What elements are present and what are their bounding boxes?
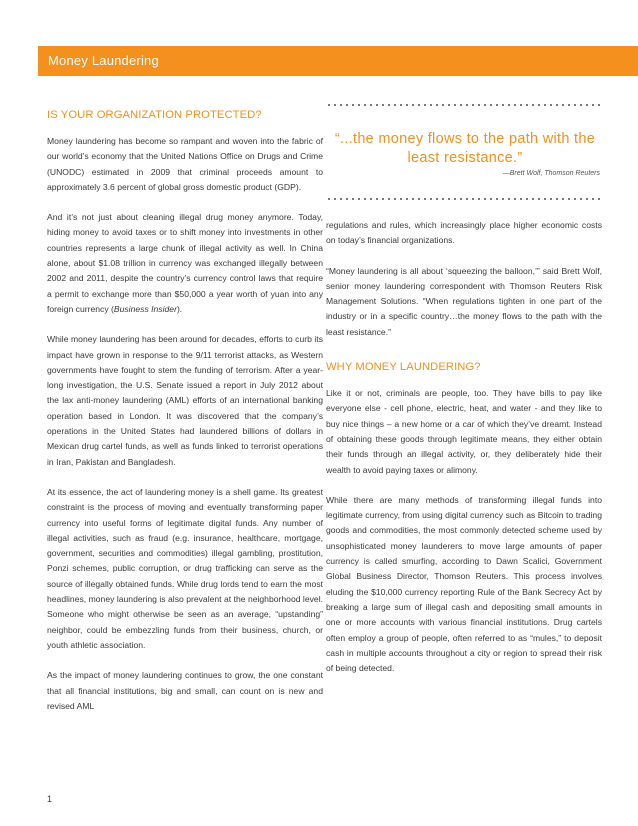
paragraph-china — [47, 210, 323, 317]
paragraph-impact: As the impact of money laundering continues to grow, the one constant that all financial institutions, big and small, can count on is new and revised AML — [47, 670, 323, 711]
paragraph-china-end: ). — [176, 303, 183, 314]
pull-quote-text: “...the money flows to the path with the least resistance.” — [334, 131, 596, 166]
source-citation: Business Insider — [113, 303, 177, 314]
pull-quote-attribution: —Brett Wolf, Thomson Reuters — [502, 170, 600, 177]
section-heading-protected: IS YOUR ORGANIZATION PROTECTED? — [47, 109, 262, 121]
page-number: 1 — [47, 794, 53, 804]
paragraph-regulations: regulations and rules, which increasingly place higher economic costs on today’s financial organizations. — [326, 220, 602, 246]
quote-divider-top — [326, 104, 604, 106]
page-title: Money Laundering — [48, 53, 159, 68]
paragraph-criminals: Like it or not, criminals are people, too. They have bills to pay like everyone else - cell phone, electric, heat, and water - and they like to buy nice things – a new home or a car of which they’ve dreamt. Instead of obtaining these goods through legitimate means, they either obtain their funds through an illegal activity, or, they deliberately hide their wealth to avoid paying taxes or alimony. — [326, 388, 602, 475]
quote-divider-bottom — [326, 198, 604, 200]
paragraph-balloon: “Money laundering is all about ‘squeezing the balloon,’” said Brett Wolf, senior money laundering correspondent with Thomson Reuters Risk Management Solutions. “When regulations tighten in one part of the industry or in a specific country…the money flows to the path with the least resistance.” — [326, 265, 602, 337]
pull-quote — [326, 104, 604, 200]
paragraph-history: While money laundering has been around for decades, efforts to curb its impact have grown in response to the 9/11 terrorist attacks, as Western governments have fought to stem the funding of terrorism. After a year-long investigation, the U.S. Senate issued a report in July 2012 about the lax anti-money laundering (AML) efforts of an international banking operation based in London. It was discovered that the company’s operations in the United States had laundered billions of dollars in Mexican drug cartel funds, as well as funds linked to terrorist operations in Iran, Pakistan and Bangladesh. — [47, 334, 323, 467]
left-column — [47, 108, 323, 714]
paragraph-shell-game: At its essence, the act of laundering money is a shell game. Its greatest constraint is the process of moving and eventually transforming paper currency into useful forms of legitimate digital funds. Any number of illegal activities, such as fraud (e.g. insurance, healthcare, mortgage, government, securities and commodities) illegal gambling, prostitution, Ponzi schemes, public corruption, or drug trafficking can serve as the source of illegally obtained funds. While drug lords tend to earn the most headlines, money laundering is also prevalent at the neighborhood level. Someone who might otherwise be seen as an average, “upstanding” neighbor, could be embezzling funds from their business, church, or youth athletic association. — [47, 486, 323, 650]
header-bar — [38, 46, 638, 76]
section-heading-why: WHY MONEY LAUNDERING? — [326, 361, 481, 374]
paragraph-unodc: Money laundering has become so rampant and woven into the fabric of our world’s economy that the United Nations Office on Drugs and Crime (UNODC) estimated in 2009 that criminal proceeds amount to approximately 3.6 percent of global gross domestic product (GDP). — [47, 136, 323, 192]
paragraph-smurfing: While there are many methods of transforming illegal funds into legitimate currency, from using digital currency such as Bitcoin to trading goods and commodities, the most commonly detected scheme used by unsophisticated money launderers to move large amounts of paper currency is called smurfing, according to Dawn Scalici, Government Global Business Director, Thomson Reuters. This process involves eluding the $10,000 currency reporting Rule of the Bank Secrecy Act by breaking a large sum of illegal cash and depositing small amounts in one or more accounts with various financial institutions. Drug cartels often employ a group of people, often referred to as “mules,” to deposit cash in multiple accounts throughout a city or region to spread their risk of being detected. — [326, 494, 602, 674]
paragraph-china-start: And it’s not just about cleaning illegal drug money anymore. Today, hiding money to avoid taxes or to shift money into investments in other countries represents a large chunk of illegal activity as well. In China alone, about $1.08 trillion in currency was exchanged illegally between 2002 and 2011, despite the country’s currency control laws that require a permit to exchange more than $50,000 a year worth of yuan into any foreign currency ( — [47, 212, 323, 314]
right-column — [326, 218, 602, 676]
